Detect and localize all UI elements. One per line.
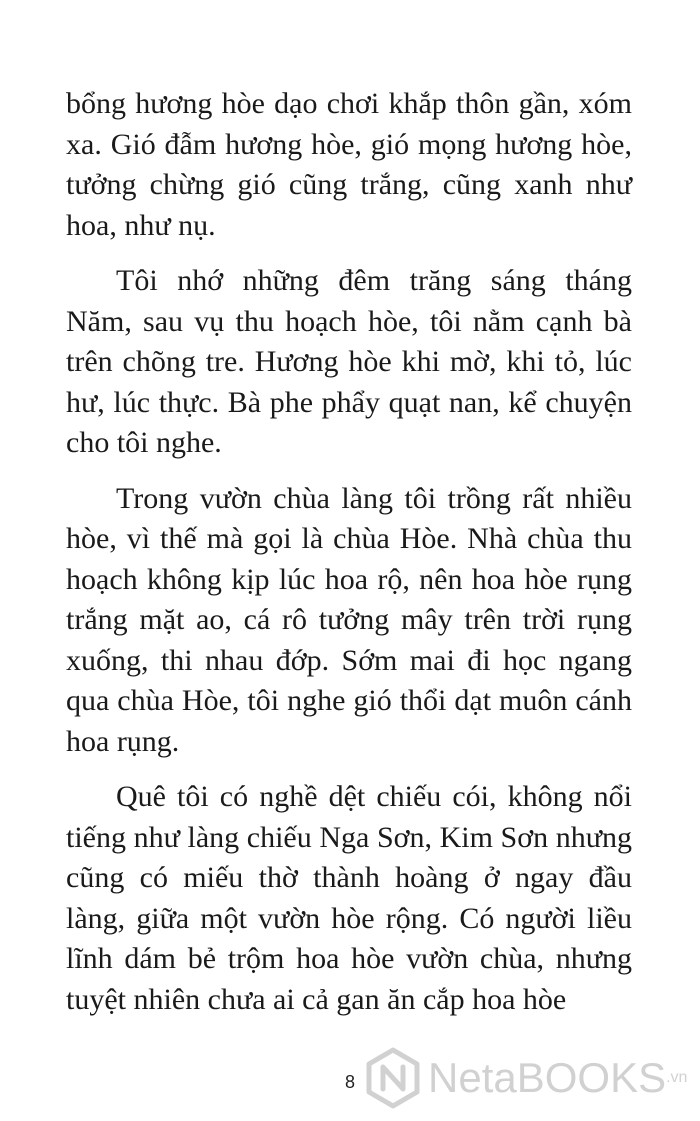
watermark — [362, 1043, 698, 1113]
body-text — [66, 84, 632, 1035]
watermark-brand: NetaBOOKS — [428, 1054, 667, 1101]
paragraph-1: bổng hương hòe dạo chơi khắp thôn gần, xóm xa. Gió đẫm hương hòe, gió mọng hương hòe, tưởng chừng gió cũng trắng, cũng xanh như hoa, như nụ. — [66, 87, 632, 242]
page-number: 8 — [344, 1072, 355, 1092]
paragraph-2: Tôi nhớ những đêm trăng sáng tháng Năm, sau vụ thu hoạch hòe, tôi nằm cạnh bà trên chõng tre. Hương hòe khi mờ, khi tỏ, lúc hư, lúc thực. Bà phe phẩy quạt nan, kể chuyện cho tôi nghe. — [66, 264, 632, 459]
watermark-suffix: .vn — [666, 1069, 688, 1086]
paragraph-3: Trong vườn chùa làng tôi trồng rất nhiều hòe, vì thế mà gọi là chùa Hòe. Nhà chùa thu hoạch không kịp lúc hoa rộ, nên hoa hòe rụng trắng mặt ao, cá rô tưởng mây trên trời rụng xuống, thi nhau đớp. Sớm mai đi học ngang qua chùa Hòe, tôi nghe gió thổi dạt muôn cánh hoa rụng. — [66, 481, 632, 758]
paragraph-4: Quê tôi có nghề dệt chiếu cói, không nổi tiếng như làng chiếu Nga Sơn, Kim Sơn nhưng cũng có miếu thờ thành hoàng ở ngay đầu làng, giữa một vườn hòe rộng. Có người liều lĩnh dám bẻ trộm hoa hòe vườn chùa, nhưng tuyệt nhiên chưa ai cả gan ăn cắp hoa hòe — [66, 780, 632, 1016]
netabooks-logo-icon — [362, 1047, 424, 1109]
